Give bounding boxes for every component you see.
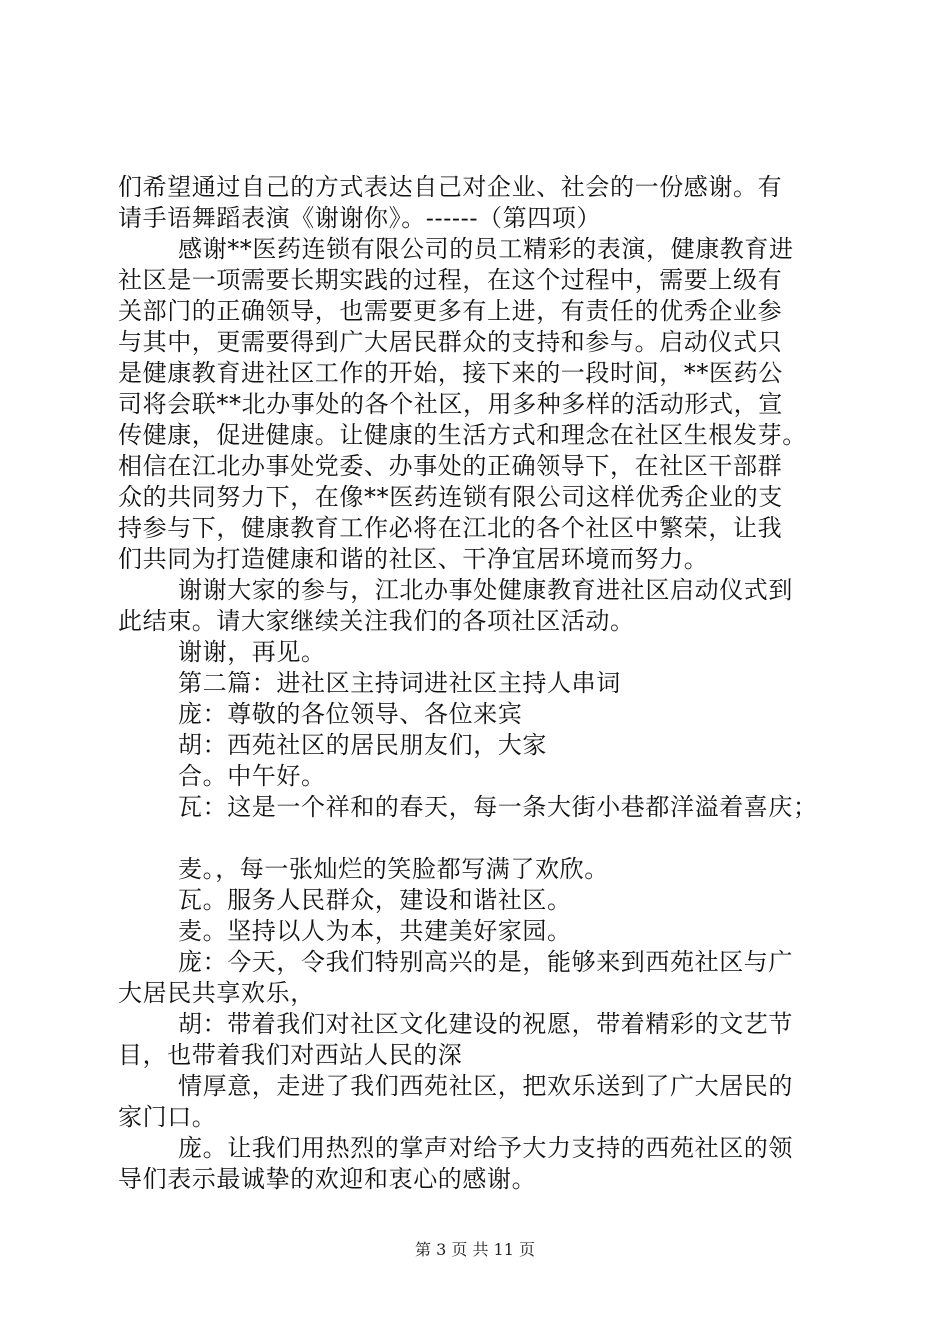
text-line: 麦。坚持以人为本，共建美好家园。 bbox=[178, 917, 572, 945]
text-line: 家门口。 bbox=[118, 1103, 217, 1131]
text-line: 大居民共享欢乐， bbox=[118, 979, 315, 1007]
text-line: 请手语舞蹈表演《谢谢你》。------（第四项） bbox=[118, 204, 602, 232]
text-line: 此结束。请大家继续关注我们的各项社区活动。 bbox=[118, 607, 635, 635]
page-footer: 第 3 页 共 11 页 bbox=[415, 1240, 535, 1259]
text-line: 感谢**医药连锁有限公司的员工精彩的表演，健康教育进 bbox=[178, 235, 794, 263]
text-line: 们希望通过自己的方式表达自己对企业、社会的一份感谢。有 bbox=[118, 173, 783, 201]
text-line: 合。中午好。 bbox=[178, 762, 326, 790]
text-line: 社区是一项需要长期实践的过程，在这个过程中，需要上级有 bbox=[118, 266, 783, 294]
text-line: 庞：尊敬的各位领导、各位来宾 bbox=[178, 700, 523, 728]
text-line: 是健康教育进社区工作的开始，接下来的一段时间，**医药公 bbox=[118, 359, 783, 387]
text-line: 关部门的正确领导，也需要更多有上进，有责任的优秀企业参 bbox=[118, 297, 783, 325]
text-line: 谢谢大家的参与，江北办事处健康教育进社区启动仪式到 bbox=[178, 576, 793, 604]
text-line: 第二篇：进社区主持词进社区主持人串词 bbox=[178, 669, 621, 697]
text-line: 情厚意，走进了我们西苑社区，把欢乐送到了广大居民的 bbox=[178, 1072, 793, 1100]
text-line: 瓦：这是一个祥和的春天，每一条大街小巷都洋溢着喜庆； bbox=[178, 793, 818, 821]
text-line: 目，也带着我们对西站人民的深 bbox=[118, 1041, 463, 1069]
blank-line bbox=[118, 823, 838, 854]
text-line: 瓦。服务人民群众，建设和谐社区。 bbox=[178, 886, 572, 914]
text-line: 司将会联**北办事处的各个社区，用多种多样的活动形式，宣 bbox=[118, 390, 783, 418]
document-body bbox=[118, 172, 838, 1195]
text-line: 众的共同努力下，在像**医药连锁有限公司这样优秀企业的支 bbox=[118, 483, 783, 511]
text-line: 胡：西苑社区的居民朋友们，大家 bbox=[178, 731, 547, 759]
text-line: 麦。，每一张灿烂的笑脸都写满了欢欣。 bbox=[178, 855, 609, 883]
text-line: 持参与下，健康教育工作必将在江北的各个社区中繁荣，让我 bbox=[118, 514, 783, 542]
text-line: 们共同为打造健康和谐的社区、干净宜居环境而努力。 bbox=[118, 545, 709, 573]
text-line: 胡：带着我们对社区文化建设的祝愿，带着精彩的文艺节 bbox=[178, 1010, 793, 1038]
text-line: 导们表示最诚挚的欢迎和衷心的感谢。 bbox=[118, 1165, 537, 1193]
text-line: 相信在江北办事处党委、办事处的正确领导下，在社区干部群 bbox=[118, 452, 783, 480]
text-line: 与其中，更需要得到广大居民群众的支持和参与。启动仪式只 bbox=[118, 328, 783, 356]
text-line: 庞。让我们用热烈的掌声对给予大力支持的西苑社区的领 bbox=[178, 1134, 793, 1162]
text-line: 谢谢，再见。 bbox=[178, 638, 326, 666]
text-line: 传健康，促进健康。让健康的生活方式和理念在社区生根发芽。 bbox=[118, 421, 807, 449]
text-line: 庞：今天，令我们特别高兴的是，能够来到西苑社区与广 bbox=[178, 948, 793, 976]
